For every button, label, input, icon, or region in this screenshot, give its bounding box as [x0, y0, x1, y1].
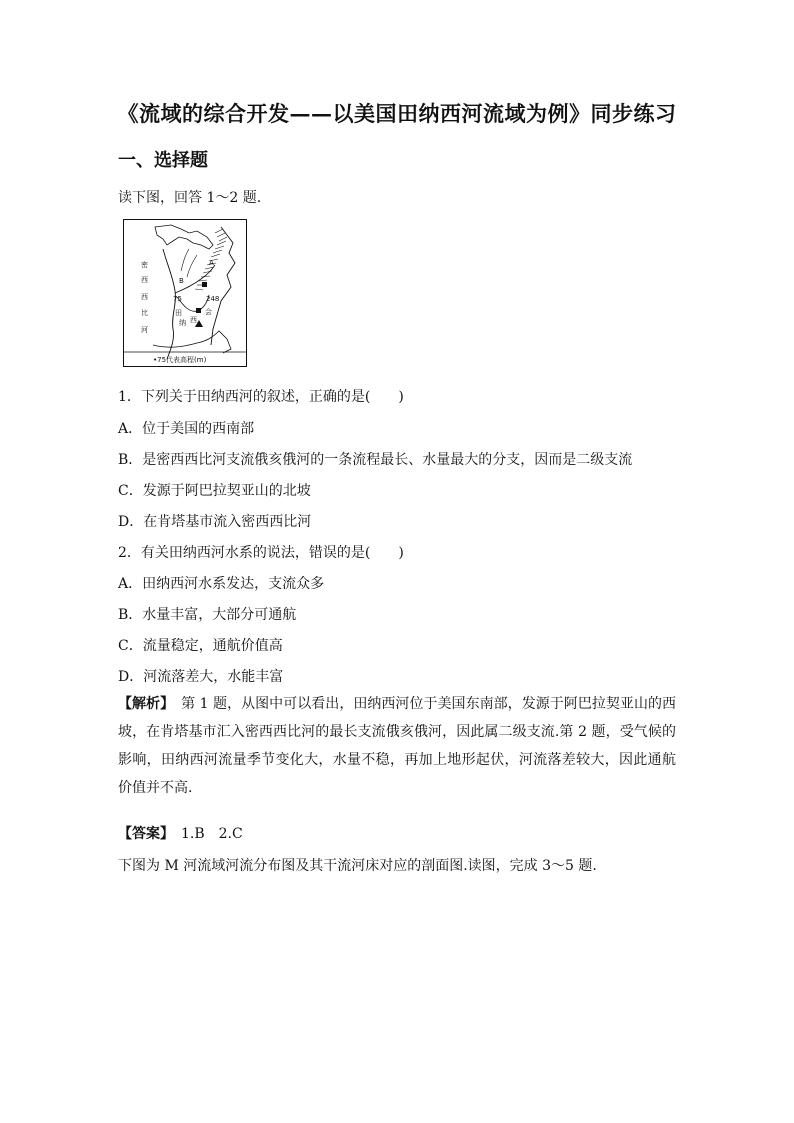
map-label-xi1: 西 [141, 276, 148, 284]
map-label-hui: 会 [205, 308, 212, 316]
us-map-figure [123, 219, 247, 367]
answer-line [118, 823, 243, 843]
question-1-option-c: C．发源于阿巴拉契亚山的北坡 [118, 483, 311, 499]
map-label-he: 河 [141, 326, 148, 334]
question-2-option-c: C．流量稳定，通航价值高 [118, 638, 283, 654]
map-caption: •75代表高程(m) [153, 356, 207, 364]
analysis-text: 第 1 题，从图中可以看出，田纳西河位于美国东南部，发源于阿巴拉契亚山的西坡，在肯塔基市汇入密西西比河的最长支流俄亥俄河，因此属二级支流.第 2 题，受气候的影响，田纳西河流量季节变化大，水量不稳，再加上地形起伏，河流落差较大，因此通航价值并不高. [118, 696, 676, 796]
question-2-option-d: D．河流落差大，水能丰富 [118, 669, 284, 685]
map-label-xi2: 西 [141, 293, 148, 301]
city-marker-lower [196, 308, 201, 313]
analysis-paragraph [118, 690, 676, 802]
answer-text: 1.B 2.C [167, 826, 243, 842]
question-1-option-a: A．位于美国的西南部 [118, 421, 255, 437]
map-label-tian: 田 [175, 309, 182, 317]
map-label-bi: 比 [141, 309, 148, 317]
map-label-a: A [209, 259, 214, 267]
page-title: 《流域的综合开发——以美国田纳西河流域为例》同步练习 [117, 101, 677, 126]
question-2-option-a: A．田纳西河水系发达，支流众多 [118, 576, 325, 592]
section-heading: 一、选择题 [118, 150, 208, 171]
question-1-option-d: D．在肯塔基市流入密西西比河 [118, 514, 312, 530]
map-label-xi3: 西 [190, 316, 197, 324]
next-intro-text: 下图为 M 河流域河流分布图及其干流河床对应的剖面图.读图，完成 3～5 题. [118, 858, 597, 874]
map-label-248: 248 [206, 295, 220, 303]
map-label-mi: 密 [141, 261, 148, 269]
answer-label: 【答案】 [118, 826, 167, 842]
analysis-label: 【解析】 [118, 696, 168, 712]
question-2-option-b: B．水量丰富，大部分可通航 [118, 607, 297, 623]
question-2-stem: 2．有关田纳西河水系的说法，错误的是( ) [118, 545, 404, 561]
city-marker-upper [202, 282, 207, 287]
map-label-na: 纳 [179, 319, 186, 327]
map-svg [123, 219, 247, 367]
intro-text: 读下图，回答 1～2 题. [118, 190, 262, 206]
map-label-75: 75 [173, 295, 182, 303]
question-1-stem: 1．下列关于田纳西河的叙述，正确的是( ) [118, 389, 404, 405]
map-label-b: B [179, 277, 184, 285]
question-1-option-b: B．是密西西比河支流俄亥俄河的一条流程最长、水量最大的分支，因而是二级支流 [118, 452, 633, 468]
